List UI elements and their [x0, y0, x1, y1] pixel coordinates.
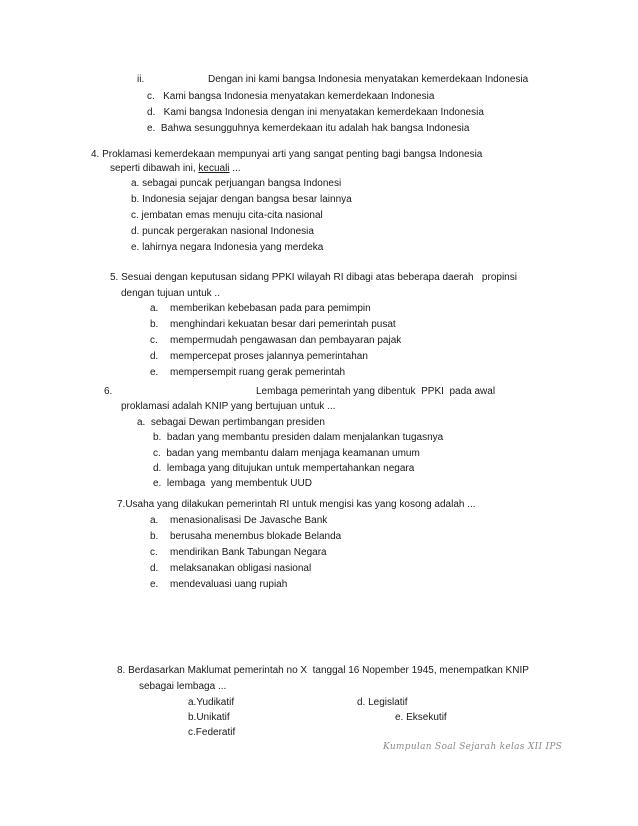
q7-option-text: mendevaluasi uang rupiah	[170, 579, 288, 590]
q5-option-text: menghindari kekuatan besar dari pemerintah pusat	[170, 319, 396, 330]
q4-stem-post: ...	[229, 163, 241, 174]
item-ii-text: Dengan ini kami bangsa Indonesia menyatakan kemerdekaan Indonesia	[208, 74, 529, 85]
q6-stem-line1: Lembaga pemerintah yang dibentuk PPKI pada awal	[256, 386, 496, 397]
q5-option-text: mempermudah pengawasan dan pembayaran pajak	[170, 335, 402, 346]
q6-option: a. sebagai Dewan pertimbangan presiden	[137, 417, 325, 428]
q5-stem-line2: dengan tujuan untuk ..	[121, 288, 220, 299]
q6-stem-line2: proklamasi adalah KNIP yang bertujuan untuk ...	[121, 401, 336, 412]
q7-option-text: menasionalisasi De Javasche Bank	[170, 515, 328, 526]
q6-option: c. badan yang membantu dalam menjaga keamanan umum	[153, 448, 420, 459]
q7-option-text: melaksanakan obligasi nasional	[170, 563, 312, 574]
q4-option: e. lahirnya negara Indonesia yang merdeka	[131, 242, 324, 253]
q6-option: b. badan yang membantu presiden dalam menjalankan tugasnya	[153, 432, 444, 443]
q6-number: 6.	[104, 386, 113, 397]
q5-stem-line1: 5. Sesuai dengan keputusan sidang PPKI wilayah RI dibagi atas beberapa daerah propinsi	[110, 272, 517, 283]
q4-stem-pre: seperti dibawah ini,	[110, 163, 199, 174]
q5-option-text: mempercepat proses jalannya pemerintahan	[170, 351, 368, 362]
q8-option-e: e. Eksekutif	[395, 712, 447, 723]
option-c: c. Kami bangsa Indonesia menyatakan kemerdekaan Indonesia	[147, 91, 435, 102]
q8-option-b: b.Unikatif	[188, 712, 230, 723]
option-d: d. Kami bangsa Indonesia dengan ini menyatakan kemerdekaan Indonesia	[147, 107, 484, 118]
q8-option-c: c.Federatif	[188, 727, 236, 738]
q7-option-letter: d.	[150, 563, 159, 574]
q4-option: c. jembatan emas menuju cita-cita nasional	[131, 210, 323, 221]
item-ii-marker: ii.	[137, 74, 145, 85]
q7-stem: 7.Usaha yang dilakukan pemerintah RI untuk mengisi kas yang kosong adalah ...	[117, 499, 476, 510]
q6-option: d. lembaga yang ditujukan untuk mempertahankan negara	[153, 463, 415, 474]
q7-option-letter: c.	[150, 547, 158, 558]
q8-stem-line2: sebagai lembaga ...	[139, 681, 227, 692]
q7-option-text: berusaha menembus blokade Belanda	[170, 531, 342, 542]
q4-option: b. Indonesia sejajar dengan bangsa besar lainnya	[131, 194, 352, 205]
q4-stem-line1: 4. Proklamasi kemerdekaan mempunyai arti yang sangat penting bagi bangsa Indonesia	[91, 149, 483, 160]
q7-option-letter: b.	[150, 531, 159, 542]
q5-option-text: memberikan kebebasan pada para pemimpin	[170, 303, 371, 314]
q5-option-letter: b.	[150, 319, 159, 330]
q4-stem-underlined: kecuali	[198, 163, 230, 174]
q5-option-letter: a.	[150, 303, 159, 314]
q7-option-text: mendirikan Bank Tabungan Negara	[170, 547, 327, 558]
q6-option: e. lembaga yang membentuk UUD	[153, 478, 312, 489]
q8-option-a: a.Yudikatif	[188, 697, 235, 708]
q5-option-letter: d.	[150, 351, 159, 362]
q4-stem-line2	[110, 163, 241, 175]
q8-stem-line1: 8. Berdasarkan Maklumat pemerintah no X tanggal 16 Nopember 1945, menempatkan KNIP	[117, 665, 529, 676]
q5-option-text: mempersempit ruang gerak pemerintah	[170, 367, 346, 378]
q5-option-letter: c.	[150, 335, 158, 346]
q5-option-letter: e.	[150, 367, 159, 378]
q4-option: a. sebagai puncak perjuangan bangsa Indonesi	[131, 178, 342, 189]
q4-option: d. puncak pergerakan nasional Indonesia	[131, 226, 314, 237]
option-e: e. Bahwa sesungguhnya kemerdekaan itu adalah hak bangsa Indonesia	[147, 123, 470, 134]
q7-option-letter: a.	[150, 515, 159, 526]
page-footer: Kumpulan Soal Sejarah kelas XII IPS	[383, 742, 563, 752]
q8-option-d: d. Legislatif	[357, 697, 408, 708]
q7-option-letter: e.	[150, 579, 159, 590]
